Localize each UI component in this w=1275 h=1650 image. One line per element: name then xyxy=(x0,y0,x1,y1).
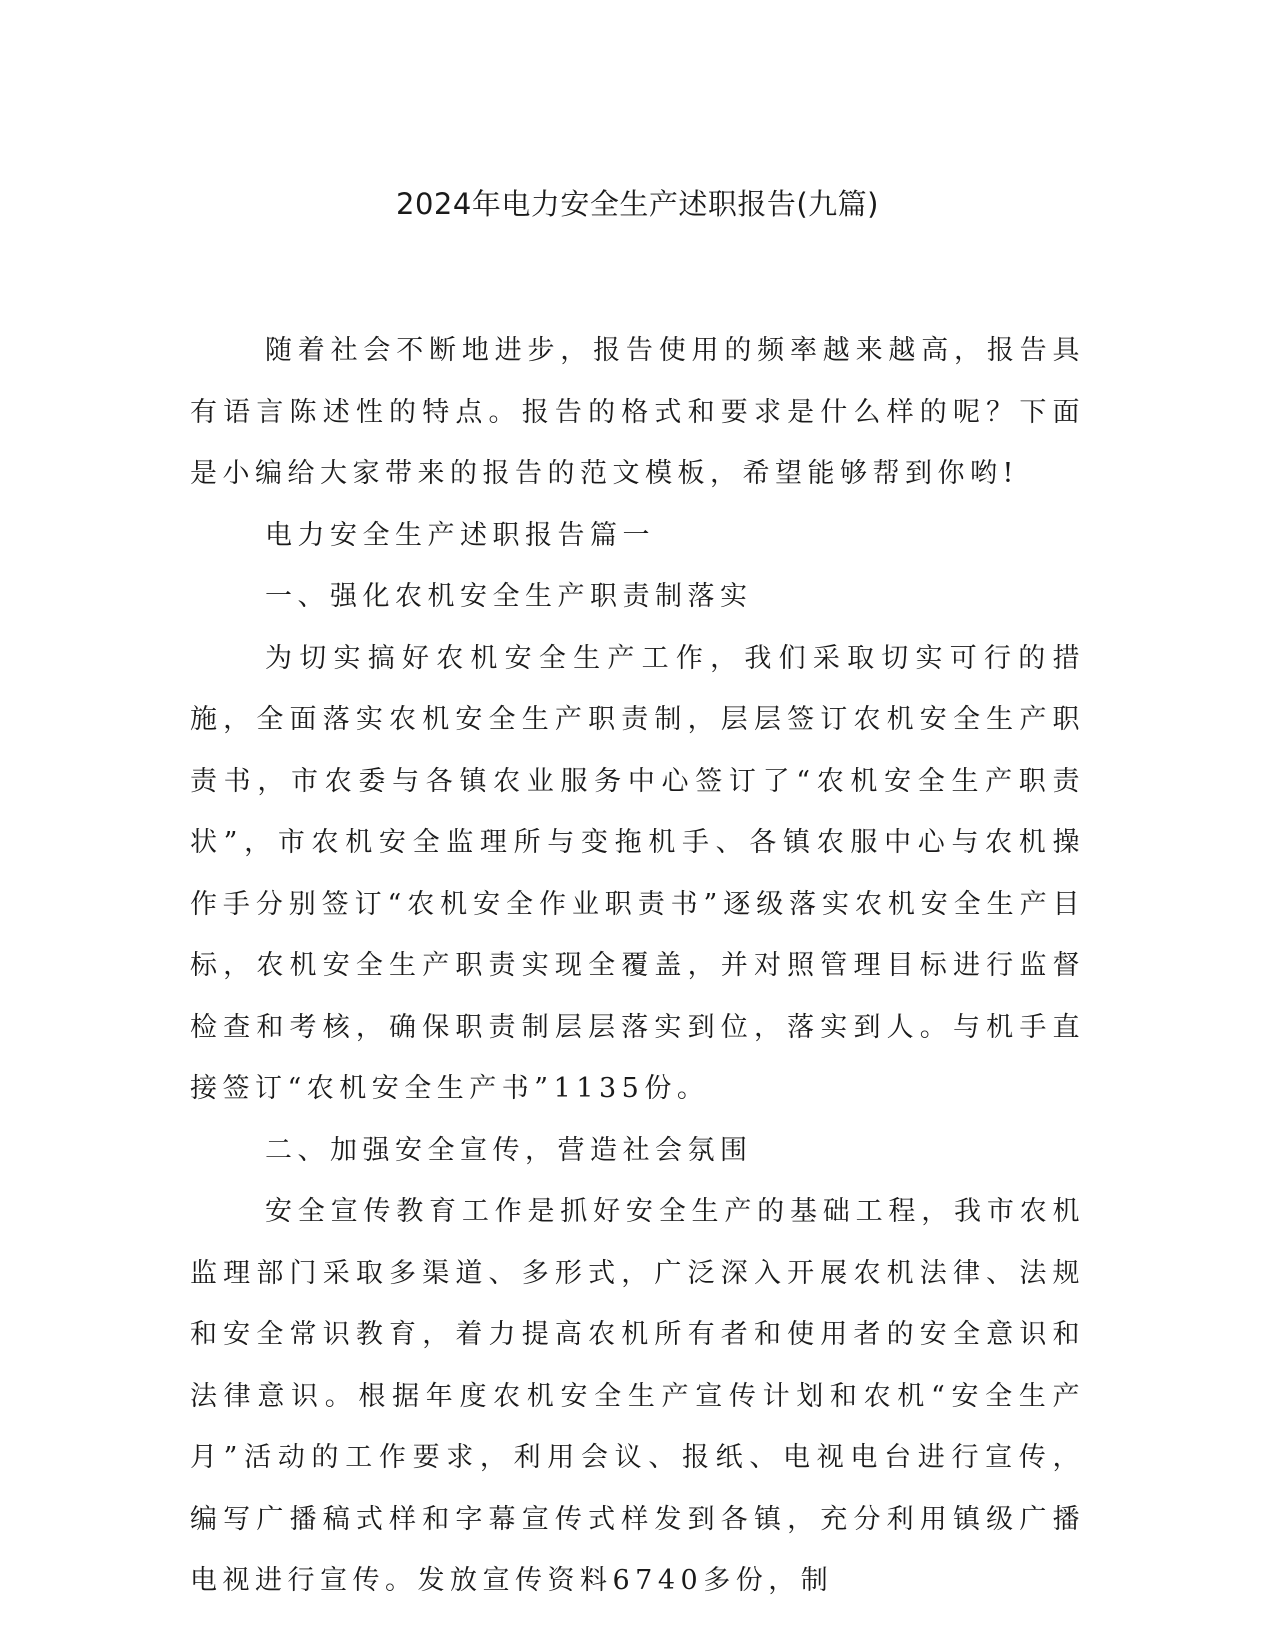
section-1-heading: 一、强化农机安全生产职责制落实 xyxy=(265,581,753,612)
section-1-paragraph: 为切实搞好农机安全生产工作，我们采取切实可行的措施，全面落实农机安全生产职责制，层层签订农机安全生产职责书，市农委与各镇农业服务中心签订了“农机安全生产职责状”，市农机安全监理所与变拖机手、各镇农服中心与农机操作手分别签订“农机安全作业职责书”逐级落实农机安全生产目标，农机安全生产职责实现全覆盖，并对照管理目标进行监督检查和考核，确保职责制层层落实到位，落实到人。与机手直接签订“农机安全生产书”1135份。 xyxy=(190,642,1085,1104)
article-heading: 电力安全生产述职报告篇一 xyxy=(265,519,655,551)
document-body xyxy=(190,320,1085,1612)
document-title: 2024年电力安全生产述职报告(九篇) xyxy=(396,187,879,221)
section-2-paragraph: 安全宣传教育工作是抓好安全生产的基础工程，我市农机监理部门采取多渠道、多形式，广泛深入开展农机法律、法规和安全常识教育，着力提高农机所有者和使用者的安全意识和法律意识。根据年度农机安全生产宣传计划和农机“安全生产月”活动的工作要求，利用会议、报纸、电视电台进行宣传，编写广播稿式样和字幕宣传式样发到各镇，充分利用镇级广播电视进行宣传。发放宣传资料6740多份，制 xyxy=(190,1196,1085,1596)
intro-paragraph: 随着社会不断地进步，报告使用的频率越来越高，报告具有语言陈述性的特点。报告的格式和要求是什么样的呢？下面是小编给大家带来的报告的范文模板，希望能够帮到你哟! xyxy=(190,335,1085,489)
section-2-heading: 二、加强安全宣传，营造社会氛围 xyxy=(265,1134,753,1166)
